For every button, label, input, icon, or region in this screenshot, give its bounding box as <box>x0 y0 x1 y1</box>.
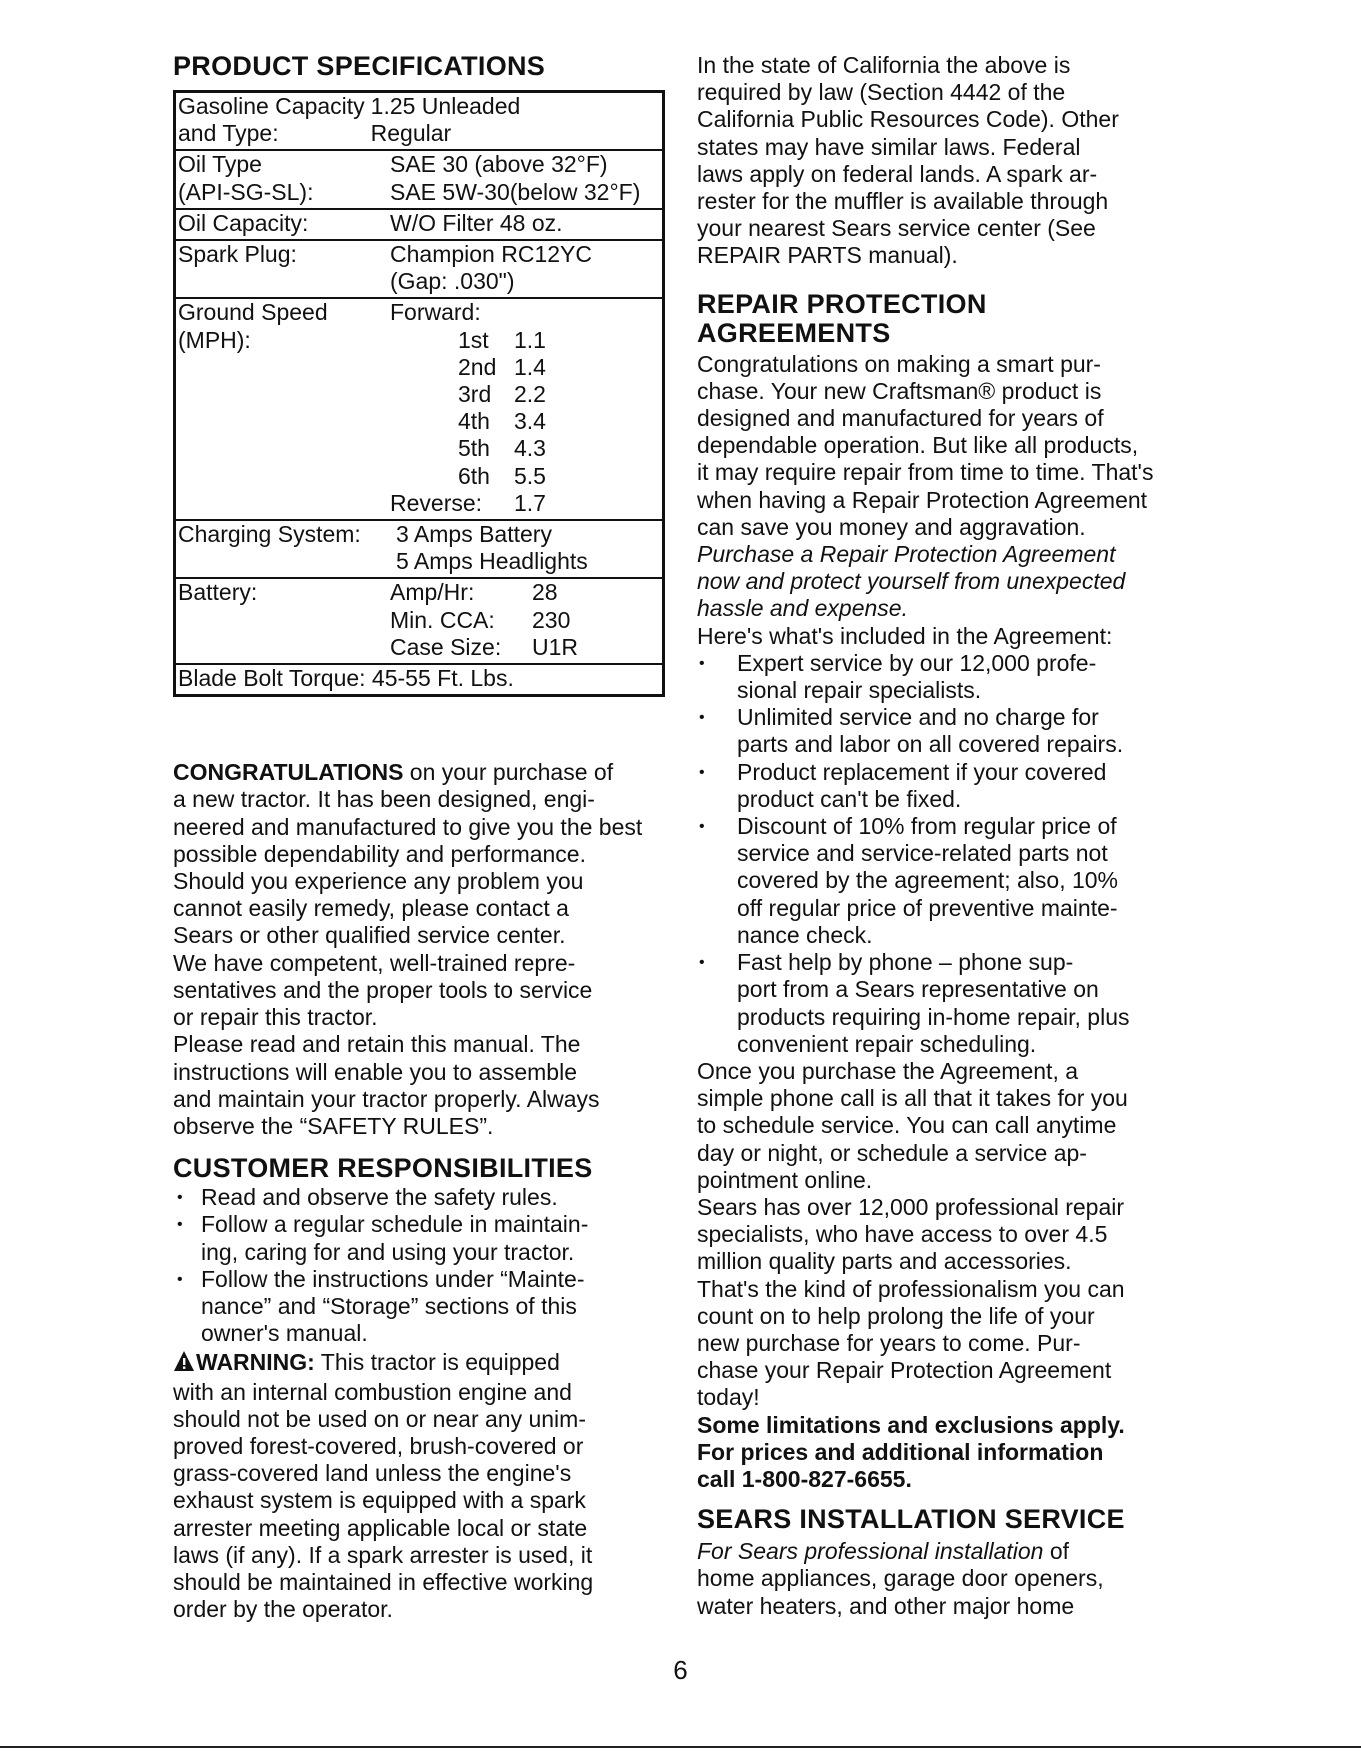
spec-value: 5 Amps Headlights <box>396 548 588 575</box>
list-item: • Unlimited service and no charge for parts and labor on all covered repairs. <box>697 704 1187 758</box>
list-item: • Follow the instructions under “Mainte- nance” and “Storage” sections of this owner's manual. <box>173 1266 668 1348</box>
california-line: laws apply on federal lands. A spark ar- <box>697 160 1098 187</box>
right-column <box>697 52 1187 1620</box>
congrats-line: possible dependability and performance. <box>173 840 586 867</box>
installation-section: For Sears professional installation of home appliances, garage door openers, water heaters, and other major home <box>697 1538 1187 1620</box>
congrats-line: cannot easily remedy, please contact a <box>173 895 569 922</box>
california-line: REPAIR PARTS manual). <box>697 242 958 269</box>
spec-label: Charging System: <box>178 521 361 548</box>
gear-label: 3rd <box>458 381 492 408</box>
spec-blade-bolt: Blade Bolt Torque: 45-55 Ft. Lbs. <box>178 665 514 692</box>
repair-line: dependable operation. But like all products, <box>697 432 1139 459</box>
repair-line: Congratulations on making a smart pur- <box>697 350 1101 377</box>
repair-line: today! <box>697 1384 760 1411</box>
list-item: • Read and observe the safety rules. <box>173 1184 668 1211</box>
reverse-speed: 1.7 <box>514 489 546 516</box>
spec-row-blade-bolt <box>176 665 662 694</box>
congrats-line: instructions will enable you to assemble <box>173 1058 577 1085</box>
warning-line: with an internal combustion engine and <box>173 1378 572 1405</box>
spec-row-gasoline <box>176 93 662 151</box>
repair-line: when having a Repair Protection Agreement <box>697 486 1148 513</box>
spec-label: and Type: <box>178 120 279 147</box>
warning-line: arrester meeting applicable local or state <box>173 1514 588 1541</box>
spec-label: Ground Speed <box>178 299 328 326</box>
repair-line: million quality parts and accessories. <box>697 1248 1072 1275</box>
warning-line: grass-covered land unless the engine's <box>173 1460 572 1487</box>
spec-row-charging <box>176 521 662 579</box>
page-number: 6 <box>673 1655 688 1685</box>
repair-list <box>697 650 1187 1058</box>
california-section <box>697 52 1187 270</box>
spec-value: W/O Filter 48 oz. <box>390 209 563 236</box>
repair-line: Once you purchase the Agreement, a <box>697 1057 1079 1084</box>
gear-speed: 3.4 <box>514 408 546 435</box>
spec-row-oil-capacity <box>176 210 662 241</box>
gear-speed: 2.2 <box>514 381 546 408</box>
spec-label: Oil Type <box>178 151 262 178</box>
battery-value: 230 <box>532 606 571 633</box>
battery-key: Min. CCA: <box>390 606 495 633</box>
congrats-line: and maintain your tractor properly. Always <box>173 1085 600 1112</box>
gear-label: 2nd <box>458 353 497 380</box>
installation-line: water heaters, and other major home <box>697 1592 1075 1619</box>
specs-table <box>173 90 665 697</box>
forward-label: Forward: <box>390 299 481 326</box>
battery-value: 28 <box>532 579 558 606</box>
california-line: In the state of California the above is <box>697 52 1071 78</box>
repair-line: chase. Your new Craftsman® product is <box>697 377 1102 404</box>
warning-line: laws (if any). If a spark arrester is used, it <box>173 1541 593 1568</box>
repair-line: Sears has over 12,000 professional repair <box>697 1193 1125 1220</box>
congrats-line: or repair this tractor. <box>173 1004 378 1031</box>
spec-label: Battery: <box>178 579 258 606</box>
spec-row-battery <box>176 579 662 665</box>
repair-line: designed and manufactured for years of <box>697 405 1104 432</box>
repair-bold-line: call 1-800-827-6655. <box>697 1465 912 1492</box>
repair-italic-line: Purchase a Repair Protection Agreement <box>697 541 1116 568</box>
repair-line: to schedule service. You can call anytime <box>697 1112 1117 1139</box>
repair-line: specialists, who have access to over 4.5 <box>697 1221 1108 1248</box>
list-item: • Discount of 10% from regular price of service and service-related parts not covered by the agreement; also, 10% off regular price of preventive mainte- nance check. <box>697 813 1187 949</box>
spec-value: Regular <box>370 120 452 147</box>
repair-bold-line: Some limitations and exclusions apply. <box>697 1411 1125 1438</box>
list-item: • Product replacement if your covered product can't be fixed. <box>697 759 1187 813</box>
california-line: states may have similar laws. Federal <box>697 133 1081 160</box>
spec-value: SAE 30 (above 32°F) <box>390 151 608 178</box>
congrats-line: Sears or other qualified service center. <box>173 922 566 949</box>
repair-italic-line: hassle and expense. <box>697 595 908 622</box>
speed-grid <box>390 327 662 490</box>
california-line: your nearest Sears service center (See <box>697 215 1096 242</box>
battery-value: U1R <box>532 633 579 660</box>
warning-section <box>173 1349 668 1623</box>
installation-heading: SEARS INSTALLATION SERVICE <box>697 1504 1125 1535</box>
gear-label: 1st <box>458 326 489 353</box>
repair-bold-line: For prices and additional information <box>697 1438 1104 1465</box>
spec-row-spark-plug <box>176 241 662 299</box>
repair-line: That's the kind of professionalism you can <box>697 1275 1125 1302</box>
list-item: • Follow a regular schedule in maintain- ing, caring for and using your tractor. <box>173 1211 668 1265</box>
spec-value: (Gap: .030") <box>390 268 515 295</box>
reverse-label: Reverse: <box>390 489 483 516</box>
spec-row-ground-speed <box>176 299 662 521</box>
warning-line: proved forest-covered, brush-covered or <box>173 1432 584 1459</box>
customer-heading: CUSTOMER RESPONSIBILITIES <box>173 1153 593 1184</box>
warning-line: should not be used on or near any unim- <box>173 1405 586 1432</box>
gear-label: 6th <box>458 462 490 489</box>
repair-line: day or night, or schedule a service ap- <box>697 1139 1087 1166</box>
spec-label: (API-SG-SL): <box>178 178 314 205</box>
gear-speed: 5.5 <box>514 462 546 489</box>
congrats-line: Should you experience any problem you <box>173 868 584 895</box>
battery-key: Case Size: <box>390 633 502 660</box>
warning-line: This tractor is equipped <box>314 1349 560 1376</box>
congrats-line: on your purchase of <box>403 759 614 786</box>
repair-line: new purchase for years to come. Pur- <box>697 1329 1081 1356</box>
installation-italic: For Sears professional installation <box>697 1538 1044 1565</box>
bottom-rule <box>0 1746 1361 1748</box>
spec-label: (MPH): <box>178 326 251 353</box>
congrats-line: a new tractor. It has been designed, engi- <box>173 786 595 813</box>
spec-value: SAE 5W-30(below 32°F) <box>390 178 641 205</box>
spec-label: Oil Capacity: <box>178 209 309 236</box>
repair-line: it may require repair from time to time. That's <box>697 459 1154 486</box>
repair-line: count on to help prolong the life of your <box>697 1302 1095 1329</box>
warning-line: exhaust system is equipped with a spark <box>173 1487 586 1514</box>
spec-row-oil-type <box>176 151 662 209</box>
warning-icon <box>173 1350 195 1378</box>
left-column <box>173 52 668 1623</box>
repair-line: can save you money and aggravation. <box>697 513 1086 540</box>
spec-label: Spark Plug: <box>178 241 297 268</box>
repair-line: simple phone call is all that it takes for you <box>697 1085 1128 1112</box>
congrats-lead: CONGRATULATIONS <box>173 759 404 786</box>
spec-value: Champion RC12YC <box>390 241 592 268</box>
repair-line: pointment online. <box>697 1166 873 1193</box>
spec-value: 3 Amps Battery <box>396 521 552 548</box>
congrats-line: We have competent, well-trained repre- <box>173 949 576 976</box>
reverse-row <box>390 490 662 517</box>
gear-speed: 4.3 <box>514 435 546 462</box>
customer-list <box>173 1184 668 1347</box>
specs-heading: PRODUCT SPECIFICATIONS <box>173 51 546 81</box>
spec-label: Gasoline Capacity <box>178 93 365 119</box>
installation-line: home appliances, garage door openers, <box>697 1565 1104 1592</box>
list-item: • Expert service by our 12,000 profe- sional repair specialists. <box>697 650 1187 704</box>
gear-speed: 1.4 <box>514 353 546 380</box>
gear-label: 4th <box>458 408 490 435</box>
california-line: required by law (Section 4442 of the <box>697 79 1066 106</box>
gear-label: 5th <box>458 435 490 462</box>
repair-line: chase your Repair Protection Agreement <box>697 1357 1112 1384</box>
repair-line: Here's what's included in the Agreement: <box>697 622 1113 649</box>
california-line: rester for the muffler is available through <box>697 188 1109 215</box>
congrats-line: neered and manufactured to give you the best <box>173 813 643 840</box>
warning-label: WARNING: <box>196 1349 315 1376</box>
congrats-line: sentatives and the proper tools to service <box>173 976 593 1003</box>
spec-value: 1.25 Unleaded <box>370 93 521 119</box>
list-item: • Fast help by phone – phone sup- port from a Sears representative on products requiring in-home repair, plus convenient repair scheduling. <box>697 949 1187 1058</box>
california-line: California Public Resources Code). Other <box>697 106 1119 133</box>
repair-section <box>697 351 1187 1494</box>
repair-heading: REPAIR PROTECTION AGREEMENTS <box>697 288 987 348</box>
congratulations-section <box>173 759 668 1140</box>
congrats-line: Please read and retain this manual. The <box>173 1031 581 1058</box>
gear-speed: 1.1 <box>514 326 546 353</box>
battery-grid <box>390 579 662 661</box>
repair-italic-line: now and protect yourself from unexpected <box>697 568 1126 595</box>
warning-line: order by the operator. <box>173 1596 393 1623</box>
battery-key: Amp/Hr: <box>390 579 475 606</box>
congrats-line: observe the “SAFETY RULES”. <box>173 1112 494 1139</box>
warning-line: should be maintained in effective working <box>173 1568 594 1595</box>
